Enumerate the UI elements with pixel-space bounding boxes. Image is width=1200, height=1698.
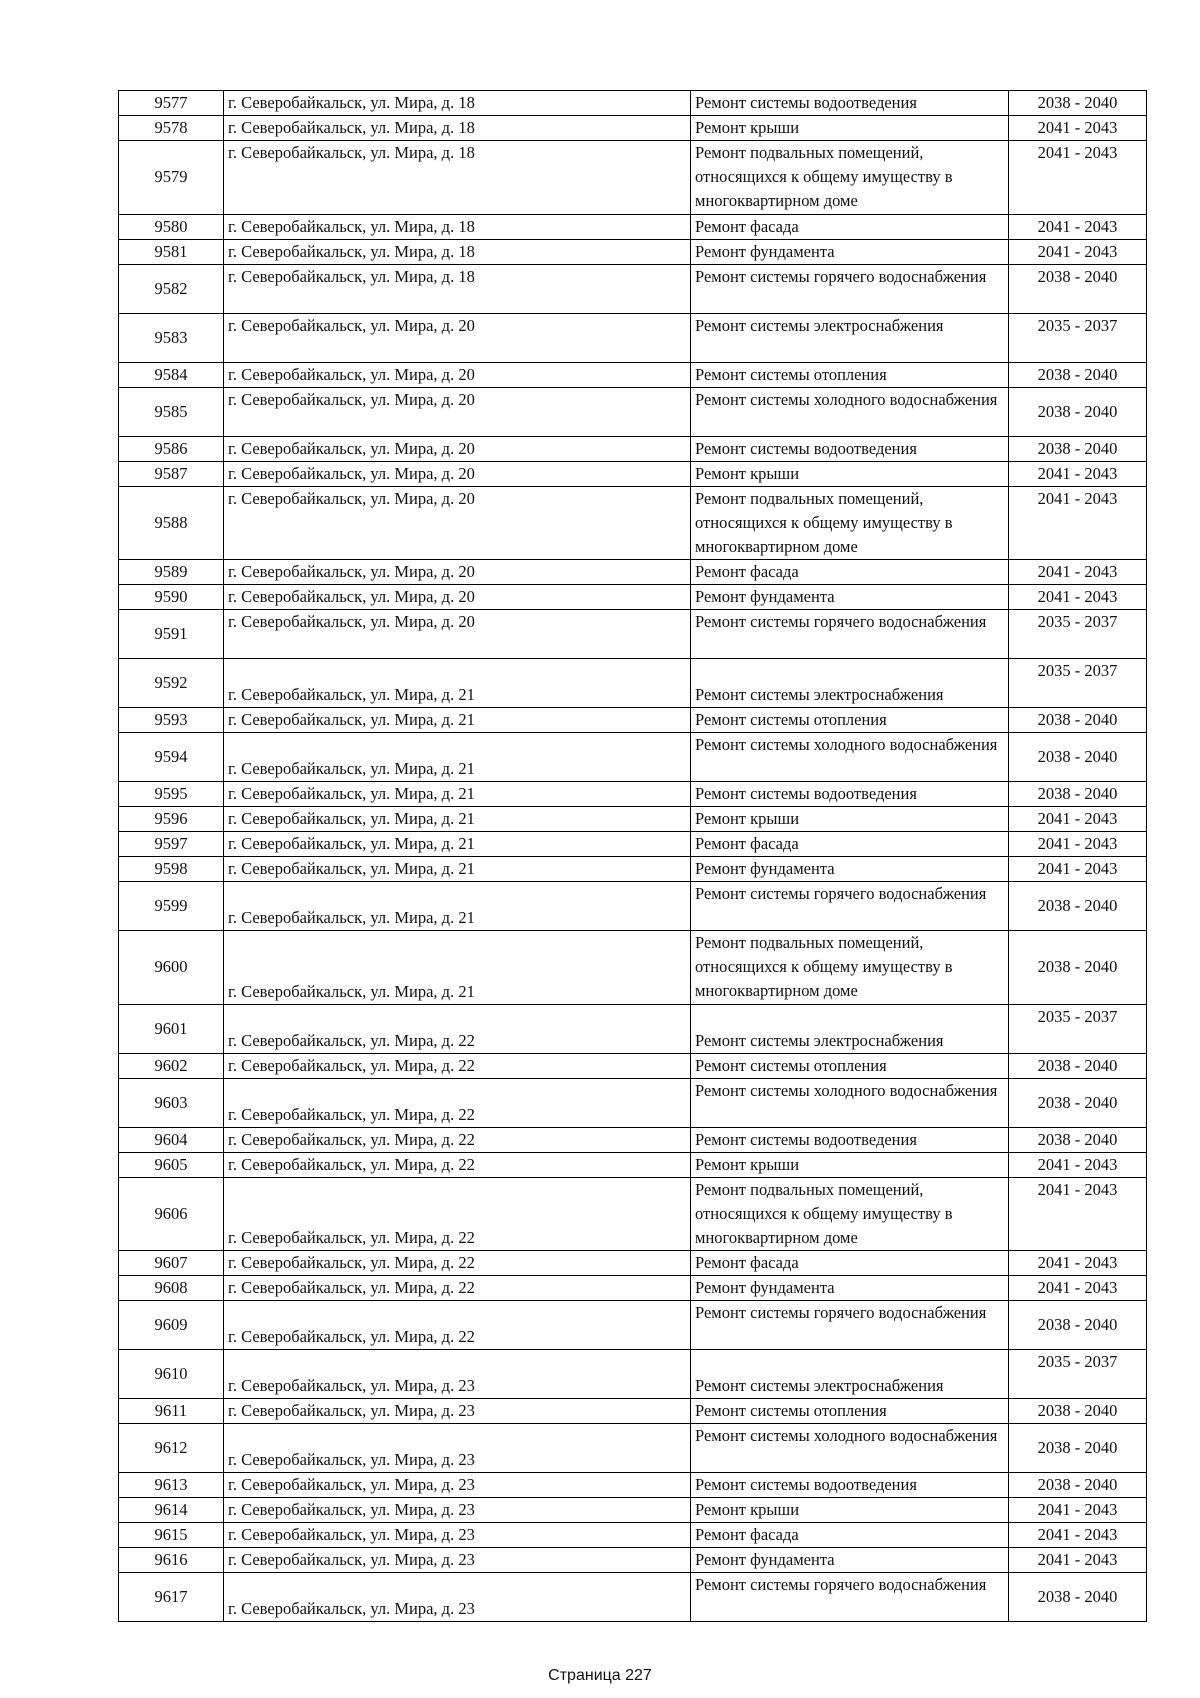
address-cell: г. Северобайкальск, ул. Мира, д. 23 (224, 1523, 691, 1548)
table-row (119, 807, 1147, 832)
row-number: 9601 (119, 1004, 224, 1053)
work-type-cell: Ремонт системы горячего водоснабжения (691, 882, 1009, 931)
table-row (119, 436, 1147, 461)
address-cell: г. Северобайкальск, ул. Мира, д. 20 (224, 387, 691, 436)
table-row (119, 882, 1147, 931)
table-row (119, 1301, 1147, 1350)
work-type-cell: Ремонт системы отопления (691, 708, 1009, 733)
work-type-cell: Ремонт системы горячего водоснабжения (691, 264, 1009, 313)
work-type-cell: Ремонт системы водоотведения (691, 782, 1009, 807)
period-cell: 2035 - 2037 (1009, 659, 1147, 708)
address-cell: г. Северобайкальск, ул. Мира, д. 22 (224, 1152, 691, 1177)
row-number: 9577 (119, 91, 224, 116)
work-type-cell: Ремонт системы электроснабжения (691, 313, 1009, 362)
period-cell: 2041 - 2043 (1009, 1498, 1147, 1523)
table-row (119, 1078, 1147, 1127)
period-cell: 2038 - 2040 (1009, 1053, 1147, 1078)
address-cell: г. Северобайкальск, ул. Мира, д. 18 (224, 91, 691, 116)
address-cell: г. Северобайкальск, ул. Мира, д. 18 (224, 264, 691, 313)
period-cell: 2038 - 2040 (1009, 1078, 1147, 1127)
row-number: 9590 (119, 585, 224, 610)
row-number: 9580 (119, 214, 224, 239)
table-row (119, 733, 1147, 782)
row-number: 9615 (119, 1523, 224, 1548)
work-type-cell: Ремонт фасада (691, 214, 1009, 239)
table-row (119, 857, 1147, 882)
table-row (119, 387, 1147, 436)
table-row (119, 1523, 1147, 1548)
work-type-cell: Ремонт системы холодного водоснабжения (691, 387, 1009, 436)
address-cell: г. Северобайкальск, ул. Мира, д. 22 (224, 1276, 691, 1301)
row-number: 9593 (119, 708, 224, 733)
period-cell: 2041 - 2043 (1009, 560, 1147, 585)
period-cell: 2038 - 2040 (1009, 782, 1147, 807)
row-number: 9586 (119, 436, 224, 461)
work-type-cell: Ремонт системы холодного водоснабжения (691, 1424, 1009, 1473)
row-number: 9603 (119, 1078, 224, 1127)
work-type-cell: Ремонт фасада (691, 560, 1009, 585)
table-row (119, 1152, 1147, 1177)
work-type-cell: Ремонт крыши (691, 1152, 1009, 1177)
address-cell: г. Северобайкальск, ул. Мира, д. 21 (224, 659, 691, 708)
work-type-cell: Ремонт системы холодного водоснабжения (691, 1078, 1009, 1127)
table-row (119, 1399, 1147, 1424)
address-cell: г. Северобайкальск, ул. Мира, д. 21 (224, 708, 691, 733)
row-number: 9591 (119, 610, 224, 659)
address-cell: г. Северобайкальск, ул. Мира, д. 21 (224, 832, 691, 857)
address-cell: г. Северобайкальск, ул. Мира, д. 23 (224, 1399, 691, 1424)
work-type-cell: Ремонт фундамента (691, 1548, 1009, 1573)
work-type-cell: Ремонт системы отопления (691, 1399, 1009, 1424)
work-type-cell: Ремонт фасада (691, 1251, 1009, 1276)
table-row (119, 141, 1147, 215)
period-cell: 2041 - 2043 (1009, 1523, 1147, 1548)
period-cell: 2038 - 2040 (1009, 1399, 1147, 1424)
row-number: 9585 (119, 387, 224, 436)
table-row (119, 1177, 1147, 1251)
period-cell: 2038 - 2040 (1009, 882, 1147, 931)
address-cell: г. Северобайкальск, ул. Мира, д. 23 (224, 1473, 691, 1498)
period-cell: 2041 - 2043 (1009, 1177, 1147, 1251)
address-cell: г. Северобайкальск, ул. Мира, д. 21 (224, 733, 691, 782)
period-cell: 2041 - 2043 (1009, 832, 1147, 857)
address-cell: г. Северобайкальск, ул. Мира, д. 20 (224, 436, 691, 461)
period-cell: 2041 - 2043 (1009, 461, 1147, 486)
table-row (119, 91, 1147, 116)
repair-schedule-table (118, 90, 1147, 1622)
period-cell: 2035 - 2037 (1009, 1004, 1147, 1053)
address-cell: г. Северобайкальск, ул. Мира, д. 18 (224, 239, 691, 264)
work-type-cell: Ремонт системы водоотведения (691, 1127, 1009, 1152)
work-type-cell: Ремонт системы водоотведения (691, 436, 1009, 461)
address-cell: г. Северобайкальск, ул. Мира, д. 22 (224, 1127, 691, 1152)
table-row (119, 1053, 1147, 1078)
row-number: 9594 (119, 733, 224, 782)
address-cell: г. Северобайкальск, ул. Мира, д. 21 (224, 857, 691, 882)
period-cell: 2038 - 2040 (1009, 1127, 1147, 1152)
work-type-cell: Ремонт системы горячего водоснабжения (691, 1573, 1009, 1622)
table-row (119, 1473, 1147, 1498)
work-type-cell: Ремонт системы электроснабжения (691, 659, 1009, 708)
table-row (119, 486, 1147, 560)
row-number: 9587 (119, 461, 224, 486)
table-row (119, 362, 1147, 387)
row-number: 9614 (119, 1498, 224, 1523)
address-cell: г. Северобайкальск, ул. Мира, д. 18 (224, 116, 691, 141)
row-number: 9613 (119, 1473, 224, 1498)
address-cell: г. Северобайкальск, ул. Мира, д. 23 (224, 1548, 691, 1573)
period-cell: 2041 - 2043 (1009, 214, 1147, 239)
period-cell: 2038 - 2040 (1009, 1573, 1147, 1622)
table-row (119, 264, 1147, 313)
row-number: 9612 (119, 1424, 224, 1473)
address-cell: г. Северобайкальск, ул. Мира, д. 22 (224, 1053, 691, 1078)
address-cell: г. Северобайкальск, ул. Мира, д. 23 (224, 1424, 691, 1473)
row-number: 9602 (119, 1053, 224, 1078)
address-cell: г. Северобайкальск, ул. Мира, д. 21 (224, 782, 691, 807)
period-cell: 2041 - 2043 (1009, 585, 1147, 610)
work-type-cell: Ремонт фундамента (691, 585, 1009, 610)
work-type-cell: Ремонт крыши (691, 807, 1009, 832)
table-row (119, 1251, 1147, 1276)
period-cell: 2035 - 2037 (1009, 1350, 1147, 1399)
period-cell: 2038 - 2040 (1009, 362, 1147, 387)
row-number: 9611 (119, 1399, 224, 1424)
address-cell: г. Северобайкальск, ул. Мира, д. 23 (224, 1573, 691, 1622)
row-number: 9599 (119, 882, 224, 931)
work-type-cell: Ремонт крыши (691, 116, 1009, 141)
row-number: 9596 (119, 807, 224, 832)
work-type-cell: Ремонт системы водоотведения (691, 91, 1009, 116)
row-number: 9579 (119, 141, 224, 215)
table-row (119, 1276, 1147, 1301)
table-row (119, 585, 1147, 610)
period-cell: 2041 - 2043 (1009, 141, 1147, 215)
table-row (119, 1573, 1147, 1622)
work-type-cell: Ремонт фундамента (691, 1276, 1009, 1301)
row-number: 9606 (119, 1177, 224, 1251)
work-type-cell: Ремонт подвальных помещений, относящихся к общему имуществу в многоквартирном доме (691, 1177, 1009, 1251)
work-type-cell: Ремонт крыши (691, 461, 1009, 486)
work-type-cell: Ремонт крыши (691, 1498, 1009, 1523)
address-cell: г. Северобайкальск, ул. Мира, д. 20 (224, 461, 691, 486)
address-cell: г. Северобайкальск, ул. Мира, д. 20 (224, 362, 691, 387)
row-number: 9583 (119, 313, 224, 362)
period-cell: 2041 - 2043 (1009, 857, 1147, 882)
row-number: 9588 (119, 486, 224, 560)
row-number: 9600 (119, 931, 224, 1005)
table-row (119, 1548, 1147, 1573)
row-number: 9595 (119, 782, 224, 807)
table-row (119, 313, 1147, 362)
row-number: 9616 (119, 1548, 224, 1573)
address-cell: г. Северобайкальск, ул. Мира, д. 22 (224, 1177, 691, 1251)
address-cell: г. Северобайкальск, ул. Мира, д. 21 (224, 931, 691, 1005)
period-cell: 2041 - 2043 (1009, 807, 1147, 832)
period-cell: 2041 - 2043 (1009, 1251, 1147, 1276)
table-row (119, 610, 1147, 659)
period-cell: 2038 - 2040 (1009, 436, 1147, 461)
row-number: 9597 (119, 832, 224, 857)
address-cell: г. Северобайкальск, ул. Мира, д. 20 (224, 486, 691, 560)
period-cell: 2035 - 2037 (1009, 313, 1147, 362)
address-cell: г. Северобайкальск, ул. Мира, д. 20 (224, 313, 691, 362)
work-type-cell: Ремонт подвальных помещений, относящихся к общему имуществу в многоквартирном доме (691, 486, 1009, 560)
address-cell: г. Северобайкальск, ул. Мира, д. 22 (224, 1004, 691, 1053)
period-cell: 2041 - 2043 (1009, 1548, 1147, 1573)
row-number: 9584 (119, 362, 224, 387)
row-number: 9617 (119, 1573, 224, 1622)
table-row (119, 1127, 1147, 1152)
row-number: 9581 (119, 239, 224, 264)
row-number: 9610 (119, 1350, 224, 1399)
work-type-cell: Ремонт подвальных помещений, относящихся к общему имуществу в многоквартирном доме (691, 931, 1009, 1005)
work-type-cell: Ремонт системы электроснабжения (691, 1350, 1009, 1399)
period-cell: 2038 - 2040 (1009, 708, 1147, 733)
row-number: 9589 (119, 560, 224, 585)
page-number: Страница 227 (548, 1667, 652, 1684)
table-row (119, 214, 1147, 239)
table-row (119, 1350, 1147, 1399)
work-type-cell: Ремонт системы водоотведения (691, 1473, 1009, 1498)
period-cell: 2041 - 2043 (1009, 116, 1147, 141)
table-row (119, 560, 1147, 585)
address-cell: г. Северобайкальск, ул. Мира, д. 18 (224, 214, 691, 239)
table-row (119, 1498, 1147, 1523)
work-type-cell: Ремонт фасада (691, 1523, 1009, 1548)
period-cell: 2038 - 2040 (1009, 1424, 1147, 1473)
table-row (119, 659, 1147, 708)
period-cell: 2038 - 2040 (1009, 733, 1147, 782)
table-row (119, 708, 1147, 733)
table-row (119, 239, 1147, 264)
address-cell: г. Северобайкальск, ул. Мира, д. 20 (224, 560, 691, 585)
work-type-cell: Ремонт системы горячего водоснабжения (691, 1301, 1009, 1350)
period-cell: 2038 - 2040 (1009, 264, 1147, 313)
address-cell: г. Северобайкальск, ул. Мира, д. 20 (224, 585, 691, 610)
row-number: 9608 (119, 1276, 224, 1301)
period-cell: 2038 - 2040 (1009, 387, 1147, 436)
period-cell: 2035 - 2037 (1009, 610, 1147, 659)
table-row (119, 461, 1147, 486)
period-cell: 2041 - 2043 (1009, 239, 1147, 264)
table-body (119, 91, 1147, 1622)
work-type-cell: Ремонт системы отопления (691, 362, 1009, 387)
table-row (119, 832, 1147, 857)
table-row (119, 931, 1147, 1005)
period-cell: 2041 - 2043 (1009, 1152, 1147, 1177)
work-type-cell: Ремонт системы горячего водоснабжения (691, 610, 1009, 659)
work-type-cell: Ремонт фундамента (691, 239, 1009, 264)
row-number: 9609 (119, 1301, 224, 1350)
table-row (119, 116, 1147, 141)
address-cell: г. Северобайкальск, ул. Мира, д. 20 (224, 610, 691, 659)
address-cell: г. Северобайкальск, ул. Мира, д. 22 (224, 1251, 691, 1276)
work-type-cell: Ремонт системы холодного водоснабжения (691, 733, 1009, 782)
period-cell: 2038 - 2040 (1009, 91, 1147, 116)
row-number: 9604 (119, 1127, 224, 1152)
table-row (119, 1424, 1147, 1473)
address-cell: г. Северобайкальск, ул. Мира, д. 21 (224, 807, 691, 832)
period-cell: 2041 - 2043 (1009, 1276, 1147, 1301)
work-type-cell: Ремонт фасада (691, 832, 1009, 857)
table-row (119, 1004, 1147, 1053)
address-cell: г. Северобайкальск, ул. Мира, д. 18 (224, 141, 691, 215)
address-cell: г. Северобайкальск, ул. Мира, д. 23 (224, 1350, 691, 1399)
work-type-cell: Ремонт подвальных помещений, относящихся к общему имуществу в многоквартирном доме (691, 141, 1009, 215)
address-cell: г. Северобайкальск, ул. Мира, д. 22 (224, 1078, 691, 1127)
period-cell: 2038 - 2040 (1009, 1473, 1147, 1498)
address-cell: г. Северобайкальск, ул. Мира, д. 23 (224, 1498, 691, 1523)
row-number: 9582 (119, 264, 224, 313)
work-type-cell: Ремонт системы электроснабжения (691, 1004, 1009, 1053)
table-row (119, 782, 1147, 807)
row-number: 9607 (119, 1251, 224, 1276)
period-cell: 2038 - 2040 (1009, 931, 1147, 1005)
row-number: 9578 (119, 116, 224, 141)
row-number: 9598 (119, 857, 224, 882)
address-cell: г. Северобайкальск, ул. Мира, д. 21 (224, 882, 691, 931)
period-cell: 2041 - 2043 (1009, 486, 1147, 560)
period-cell: 2038 - 2040 (1009, 1301, 1147, 1350)
work-type-cell: Ремонт фундамента (691, 857, 1009, 882)
row-number: 9592 (119, 659, 224, 708)
address-cell: г. Северобайкальск, ул. Мира, д. 22 (224, 1301, 691, 1350)
row-number: 9605 (119, 1152, 224, 1177)
work-type-cell: Ремонт системы отопления (691, 1053, 1009, 1078)
